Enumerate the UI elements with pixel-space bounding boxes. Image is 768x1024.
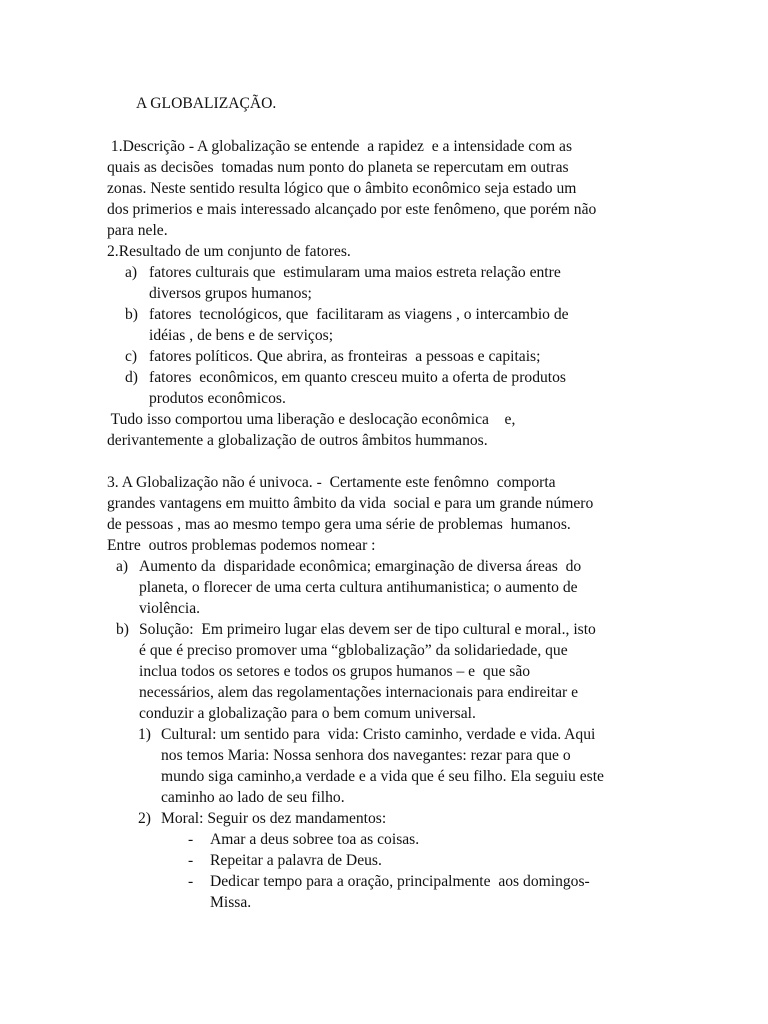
section3-line: 3. A Globalização não é univoca. - Certamente este fenômno comporta — [107, 474, 556, 491]
dash-item-line: Repeitar a palavra de Deus. — [210, 852, 382, 869]
section3-line: grandes vantagens em muitto âmbito da vida social e para um grande número — [107, 495, 594, 512]
list-item-line: fatores econômicos, em quanto cresceu muito a oferta de produtos — [149, 369, 566, 386]
list-item-line: é que é preciso promover uma “gblobalização” da solidariedade, que — [139, 642, 568, 659]
list-item-line: conduzir a globalização para o bem comum universal. — [139, 705, 476, 722]
list-item-line: necessários, alem das regolamentações internacionais para endireitar e — [139, 684, 579, 701]
numbered-marker: 1) — [138, 726, 151, 743]
list-marker: d) — [125, 369, 138, 386]
section1-line: 1.Descrição - A globalização se entende a rapidez e a intensidade com as — [107, 138, 573, 155]
list-marker: b) — [116, 621, 129, 638]
list-item-line: fatores tecnológicos, que facilitaram as viagens , o intercambio de — [149, 306, 569, 323]
document-title: A GLOBALIZAÇÃO. — [136, 95, 277, 112]
section3-line: de pessoas , mas ao mesmo tempo gera uma série de problemas humanos. — [107, 516, 571, 533]
list-item-line: Aumento da disparidade econômica; emarginação de diversa áreas do — [139, 558, 582, 575]
list-item-line: inclua todos os setores e todos os grupos humanos – e que são — [139, 663, 531, 680]
section1-line: zonas. Neste sentido resulta lógico que o âmbito econômico seja estado um — [107, 180, 577, 197]
numbered-item-line: mundo siga caminho,a verdade e a vida que é seu filho. Ela seguiu este — [161, 768, 604, 785]
dash-item-line: Amar a deus sobree toa as coisas. — [210, 831, 420, 848]
section1-line: dos primerios e mais interessado alcançado por este fenômeno, que porém não — [107, 201, 597, 218]
dash-item-line: Missa. — [210, 894, 252, 911]
list-marker: a) — [125, 264, 138, 281]
section2-closing-line: derivantemente a globalização de outros âmbitos hummanos. — [107, 432, 488, 449]
dash-marker: - — [188, 873, 194, 890]
dash-item-line: Dedicar tempo para a oração, principalmente aos domingos- — [210, 873, 590, 890]
numbered-item-line: nos temos Maria: Nossa senhora dos navegantes: rezar para que o — [161, 747, 571, 764]
numbered-marker: 2) — [138, 810, 151, 827]
list-item-line: violência. — [139, 600, 201, 617]
list-item-line: produtos econômicos. — [149, 390, 286, 407]
section2-heading: 2.Resultado de um conjunto de fatores. — [107, 243, 351, 260]
list-item-line: fatores políticos. Que abrira, as fronteiras a pessoas e capitais; — [149, 348, 541, 365]
dash-marker: - — [188, 831, 194, 848]
list-item-line: fatores culturais que estimularam uma maios estreta relação entre — [149, 264, 561, 281]
section1-line: quais as decisões tomadas num ponto do planeta se repercutam em outras — [107, 159, 569, 176]
section1-line: para nele. — [107, 222, 168, 239]
numbered-item-line: Cultural: um sentido para vida: Cristo caminho, verdade e vida. Aqui — [161, 726, 596, 743]
list-item-line: planeta, o florecer de uma certa cultura antihumanistica; o aumento de — [139, 579, 578, 596]
dash-marker: - — [188, 852, 194, 869]
list-item-line: idéias , de bens e de serviços; — [149, 327, 334, 344]
numbered-item-line: caminho ao lado de seu filho. — [161, 789, 345, 806]
list-marker: c) — [125, 348, 138, 365]
numbered-item-line: Moral: Seguir os dez mandamentos: — [161, 810, 387, 827]
list-item-line: Solução: Em primeiro lugar elas devem ser de tipo cultural e moral., isto — [139, 621, 596, 638]
list-marker: b) — [125, 306, 138, 323]
section3-line: Entre outros problemas podemos nomear : — [107, 537, 376, 554]
section2-closing-line: Tudo isso comportou uma liberação e deslocação econômica e, — [107, 411, 516, 428]
list-item-line: diversos grupos humanos; — [149, 285, 312, 302]
list-marker: a) — [116, 558, 129, 575]
